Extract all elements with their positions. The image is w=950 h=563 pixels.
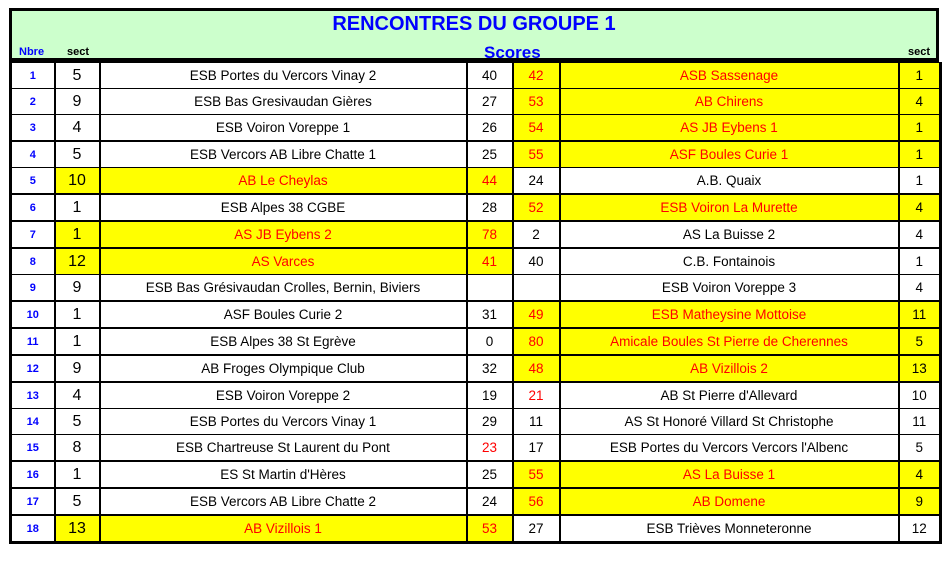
team2-name: ESB Voiron Voreppe 3 — [560, 275, 899, 302]
team2-name: AS JB Eybens 1 — [560, 115, 899, 142]
team2-score: 56 — [513, 488, 560, 515]
team2-name: A.B. Quaix — [560, 168, 899, 195]
table-row — [11, 409, 941, 435]
team1-score: 23 — [467, 435, 513, 462]
team1-section: 10 — [55, 168, 100, 195]
team2-score: 52 — [513, 194, 560, 221]
team2-name: AB St Pierre d'Allevard — [560, 382, 899, 409]
column-header-scores: Scores — [484, 43, 541, 62]
team1-section: 13 — [55, 515, 100, 543]
team2-name: C.B. Fontainois — [560, 248, 899, 275]
team2-score: 40 — [513, 248, 560, 275]
team1-score: 26 — [467, 115, 513, 142]
team1-name: ESB Portes du Vercors Vinay 1 — [100, 409, 467, 435]
table-row — [11, 221, 941, 248]
column-header-sect-right: sect — [907, 46, 930, 58]
team1-score: 29 — [467, 409, 513, 435]
team2-section: 5 — [899, 328, 941, 355]
team1-score: 24 — [467, 488, 513, 515]
table-header — [9, 8, 939, 62]
table-row — [11, 89, 941, 115]
team2-score: 27 — [513, 515, 560, 543]
row-number: 9 — [11, 275, 55, 302]
team2-name: AS La Buisse 2 — [560, 221, 899, 248]
team1-section: 1 — [55, 194, 100, 221]
team1-score: 32 — [467, 355, 513, 382]
team1-score: 53 — [467, 515, 513, 543]
team1-name: ESB Chartreuse St Laurent du Pont — [100, 435, 467, 462]
team1-section: 1 — [55, 461, 100, 488]
team1-name: AS Varces — [100, 248, 467, 275]
team1-score: 19 — [467, 382, 513, 409]
team1-section: 9 — [55, 89, 100, 115]
row-number: 8 — [11, 248, 55, 275]
team2-section: 4 — [899, 275, 941, 302]
team2-section: 4 — [899, 461, 941, 488]
team1-score: 28 — [467, 194, 513, 221]
team1-section: 12 — [55, 248, 100, 275]
team2-section: 11 — [899, 301, 941, 328]
team1-score: 31 — [467, 301, 513, 328]
team1-name: ESB Bas Gresivaudan Gières — [100, 89, 467, 115]
team1-name: AB Froges Olympique Club — [100, 355, 467, 382]
team1-score: 41 — [467, 248, 513, 275]
team2-name: AB Domene — [560, 488, 899, 515]
team1-section: 5 — [55, 141, 100, 168]
results-sheet — [9, 8, 939, 544]
team1-section: 5 — [55, 409, 100, 435]
team2-section: 1 — [899, 168, 941, 195]
row-number: 12 — [11, 355, 55, 382]
row-number: 14 — [11, 409, 55, 435]
team2-section: 1 — [899, 248, 941, 275]
team1-name: ASF Boules Curie 2 — [100, 301, 467, 328]
row-number: 4 — [11, 141, 55, 168]
team1-section: 9 — [55, 355, 100, 382]
team2-name: Amicale Boules St Pierre de Cherennes — [560, 328, 899, 355]
row-number: 5 — [11, 168, 55, 195]
team2-name: AB Vizillois 2 — [560, 355, 899, 382]
table-row — [11, 63, 941, 89]
team2-name: ESB Matheysine Mottoise — [560, 301, 899, 328]
team1-score: 0 — [467, 328, 513, 355]
team1-score: 40 — [467, 63, 513, 89]
team2-score: 80 — [513, 328, 560, 355]
table-row — [11, 194, 941, 221]
team1-score: 25 — [467, 461, 513, 488]
table-row — [11, 382, 941, 409]
team1-name: AB Le Cheylas — [100, 168, 467, 195]
row-number: 2 — [11, 89, 55, 115]
row-number: 17 — [11, 488, 55, 515]
team1-score: 78 — [467, 221, 513, 248]
team2-section: 11 — [899, 409, 941, 435]
table-row — [11, 461, 941, 488]
team2-section: 4 — [899, 221, 941, 248]
matches-table — [9, 62, 942, 544]
team2-score: 2 — [513, 221, 560, 248]
team1-name: ES St Martin d'Hères — [100, 461, 467, 488]
team1-name: AS JB Eybens 2 — [100, 221, 467, 248]
table-row — [11, 488, 941, 515]
team2-score: 11 — [513, 409, 560, 435]
table-row — [11, 248, 941, 275]
row-number: 16 — [11, 461, 55, 488]
row-number: 1 — [11, 63, 55, 89]
team1-section: 4 — [55, 382, 100, 409]
team2-score: 21 — [513, 382, 560, 409]
team2-section: 12 — [899, 515, 941, 543]
team1-section: 1 — [55, 301, 100, 328]
team2-name: ASB Sassenage — [560, 63, 899, 89]
team2-score: 24 — [513, 168, 560, 195]
row-number: 13 — [11, 382, 55, 409]
team2-score: 48 — [513, 355, 560, 382]
team2-score — [513, 275, 560, 302]
team2-score: 55 — [513, 141, 560, 168]
table-row — [11, 435, 941, 462]
team2-score: 53 — [513, 89, 560, 115]
table-row — [11, 328, 941, 355]
team1-section: 5 — [55, 488, 100, 515]
team2-score: 17 — [513, 435, 560, 462]
team2-name: ASF Boules Curie 1 — [560, 141, 899, 168]
team2-section: 1 — [899, 115, 941, 142]
team2-score: 55 — [513, 461, 560, 488]
team1-name: ESB Alpes 38 St Egrève — [100, 328, 467, 355]
team1-score: 27 — [467, 89, 513, 115]
team2-section: 9 — [899, 488, 941, 515]
team1-name: ESB Voiron Voreppe 2 — [100, 382, 467, 409]
team2-section: 4 — [899, 89, 941, 115]
team2-name: ESB Portes du Vercors Vercors l'Albenc — [560, 435, 899, 462]
row-number: 15 — [11, 435, 55, 462]
row-number: 3 — [11, 115, 55, 142]
team2-section: 1 — [899, 141, 941, 168]
column-header-nbre: Nbre — [19, 46, 45, 58]
team1-name: ESB Voiron Voreppe 1 — [100, 115, 467, 142]
team1-score: 44 — [467, 168, 513, 195]
team1-name: AB Vizillois 1 — [100, 515, 467, 543]
table-row — [11, 141, 941, 168]
team1-section: 5 — [55, 63, 100, 89]
team2-section: 4 — [899, 194, 941, 221]
team2-score: 49 — [513, 301, 560, 328]
team1-name: ESB Portes du Vercors Vinay 2 — [100, 63, 467, 89]
table-row — [11, 275, 941, 302]
team1-name: ESB Bas Grésivaudan Crolles, Bernin, Biviers — [100, 275, 467, 302]
team1-score: 25 — [467, 141, 513, 168]
table-row — [11, 301, 941, 328]
team1-name: ESB Vercors AB Libre Chatte 1 — [100, 141, 467, 168]
team2-name: AB Chirens — [560, 89, 899, 115]
page-title: RENCONTRES DU GROUPE 1 — [332, 13, 616, 35]
team2-section: 5 — [899, 435, 941, 462]
team1-name: ESB Alpes 38 CGBE — [100, 194, 467, 221]
row-number: 10 — [11, 301, 55, 328]
team2-name: AS St Honoré Villard St Christophe — [560, 409, 899, 435]
column-header-sect: sect — [67, 46, 90, 58]
team1-section: 4 — [55, 115, 100, 142]
row-number: 18 — [11, 515, 55, 543]
team1-score — [467, 275, 513, 302]
row-number: 11 — [11, 328, 55, 355]
team2-name: ESB Trièves Monneteronne — [560, 515, 899, 543]
team1-section: 1 — [55, 221, 100, 248]
row-number: 7 — [11, 221, 55, 248]
team2-name: AS La Buisse 1 — [560, 461, 899, 488]
team1-name: ESB Vercors AB Libre Chatte 2 — [100, 488, 467, 515]
row-number: 6 — [11, 194, 55, 221]
team2-score: 54 — [513, 115, 560, 142]
table-row — [11, 515, 941, 543]
team2-score: 42 — [513, 63, 560, 89]
team2-section: 1 — [899, 63, 941, 89]
table-row — [11, 355, 941, 382]
team1-section: 8 — [55, 435, 100, 462]
table-row — [11, 168, 941, 195]
team1-section: 1 — [55, 328, 100, 355]
table-row — [11, 115, 941, 142]
team2-name: ESB Voiron La Murette — [560, 194, 899, 221]
team2-section: 13 — [899, 355, 941, 382]
team2-section: 10 — [899, 382, 941, 409]
team1-section: 9 — [55, 275, 100, 302]
